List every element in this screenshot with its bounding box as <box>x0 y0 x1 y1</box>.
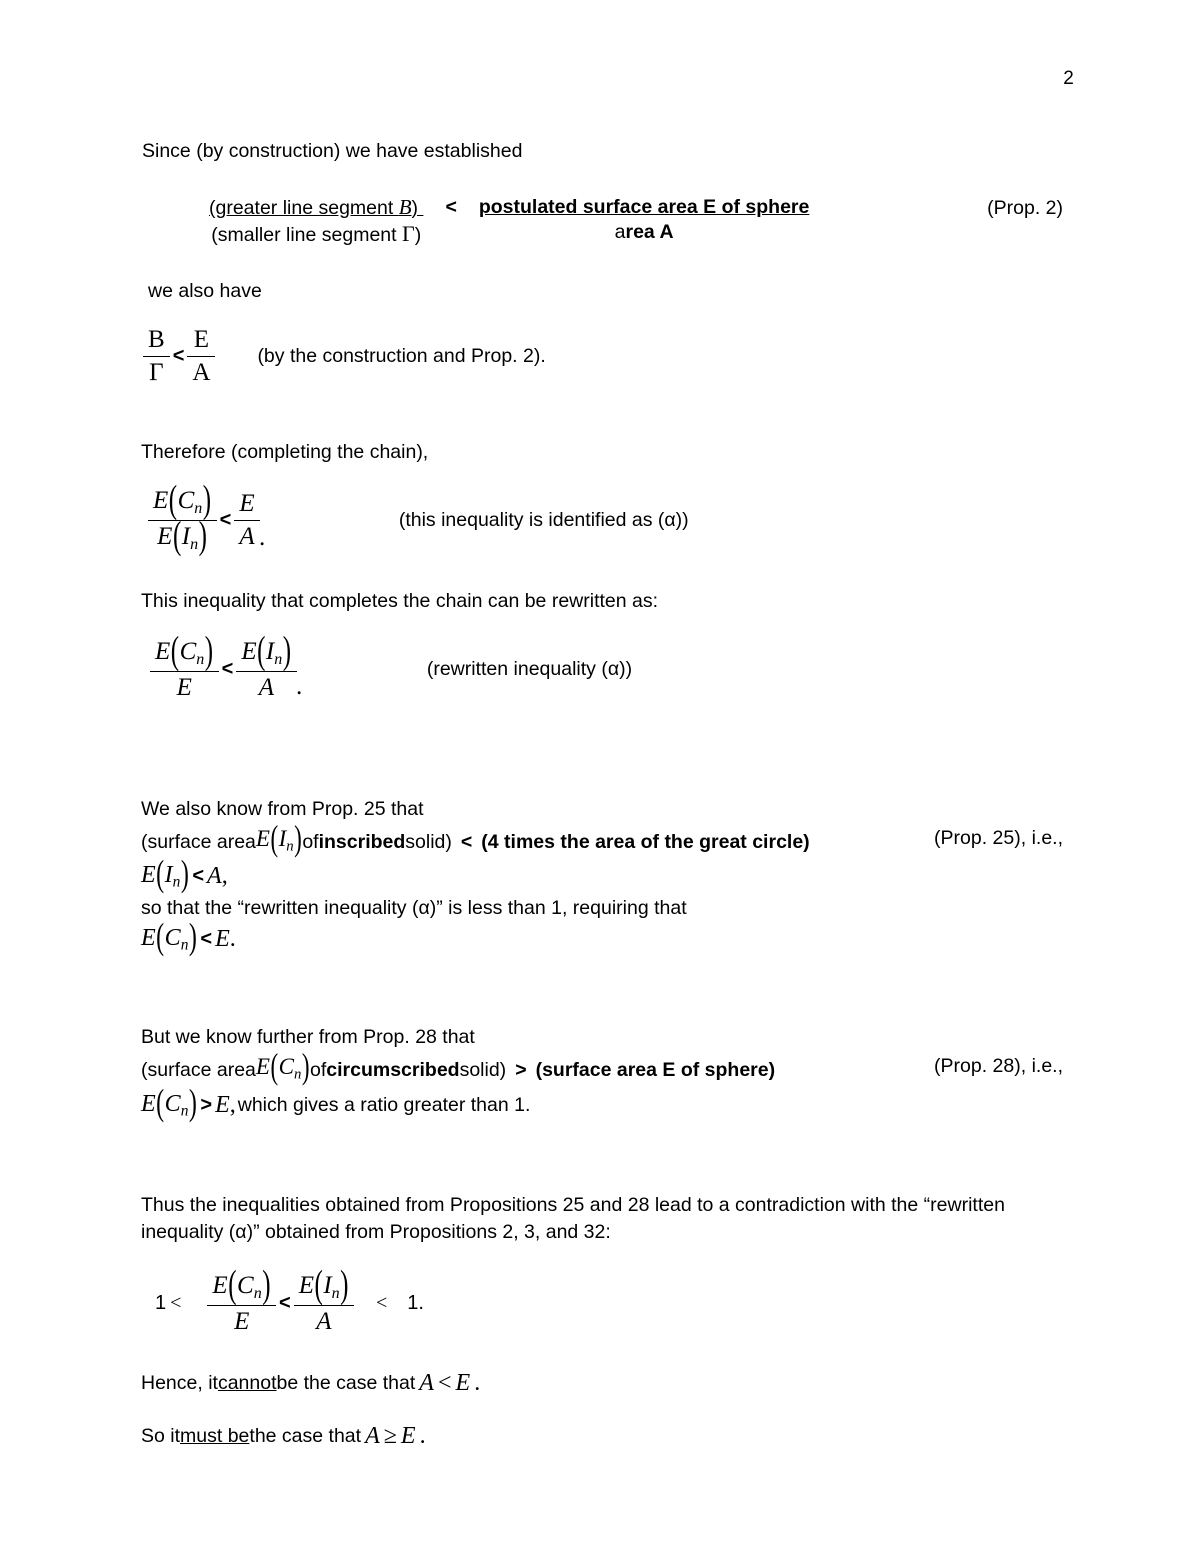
prop25-concl-sub: n <box>180 936 189 954</box>
prop2-left-num-suffix: ) <box>411 197 419 219</box>
chain-f1-denominator: E <box>207 1305 276 1337</box>
intro-line: Since (by construction) we have established <box>142 140 523 162</box>
rewritten-period: . <box>296 672 303 700</box>
rewritten-left-denominator: E <box>150 671 219 703</box>
prop25-part1: (surface area <box>141 830 256 853</box>
prop28-bold-clause: (surface area E of sphere) <box>535 1059 776 1082</box>
chain-fraction-2 <box>294 1264 354 1336</box>
rewritten-left-numerator: $E(C_n)$ <box>155 630 214 673</box>
rewritten-right-num-sub: n <box>274 651 283 669</box>
rewritten-relation: < <box>221 658 234 681</box>
prop25-concl-period: . <box>229 925 236 952</box>
prop25-concl-E: E <box>141 924 156 951</box>
must-pre: So it <box>141 1425 181 1448</box>
prop2-left-numerator <box>209 195 423 221</box>
hence-underlined: cannot <box>217 1372 277 1395</box>
must-post: the case that <box>249 1425 362 1448</box>
prop2-left-den-suffix: ) <box>414 224 422 246</box>
prop25-eq-A: A <box>207 863 222 890</box>
rewritten-equation <box>150 630 1071 702</box>
hence-line <box>141 1370 1071 1397</box>
bgamma-numerator: B <box>148 326 165 353</box>
rewritten-right-numerator: $E(I_n)$ <box>241 630 292 673</box>
prop25-eq-relation: < <box>192 865 205 888</box>
prop28-math-E: E <box>255 1054 270 1080</box>
alpha-fraction-left <box>148 479 217 557</box>
rewritten-left-num-sub: n <box>196 651 205 669</box>
must-underlined: must be <box>180 1425 250 1448</box>
prop28-eq-relation: > <box>200 1093 213 1116</box>
chain-f2-denominator: A <box>294 1305 354 1337</box>
prop28-eq-C: C <box>164 1090 181 1117</box>
prop2-left-denominator <box>209 221 423 248</box>
prop25-math-I: I <box>278 825 287 851</box>
prop25-math-E: E <box>255 825 270 851</box>
we-also-have-note: (by the construction and Prop. 2). <box>257 344 546 367</box>
prop25-bold-clause: (4 times the area of the great circle) <box>481 830 810 853</box>
hence-post: be the case that <box>276 1372 416 1395</box>
prop25-bold-word: inscribed <box>318 830 406 853</box>
prop25-eq-comma: , <box>221 863 228 890</box>
hence-math-relation: < <box>437 1370 452 1397</box>
prop28-part1: (surface area <box>141 1059 256 1082</box>
we-also-have-equation <box>143 325 1071 387</box>
chain-relation-2: < <box>279 1292 291 1315</box>
rewritten-fraction-left <box>150 630 219 702</box>
prop25-reference: (Prop. 25), i.e., <box>934 826 1063 849</box>
prop28-tail: which gives a ratio greater than 1. <box>237 1093 531 1116</box>
alpha-fraction-right <box>234 489 259 551</box>
chain-fraction-1 <box>207 1264 276 1336</box>
alpha-relation: < <box>219 508 232 531</box>
contradiction-chain <box>155 1264 1071 1336</box>
rewritten-note: (rewritten inequality (α)) <box>426 658 633 681</box>
prop28-eq-E: E <box>141 1090 156 1117</box>
prop25-concl-rhs: E <box>215 925 230 952</box>
prop28-eq-sub: n <box>180 1102 189 1120</box>
chain-f2-numerator: $E(I_n)$ <box>298 1264 349 1307</box>
prop2-left-fraction <box>209 195 423 248</box>
alpha-left-num-sub: n <box>194 499 203 517</box>
hence-pre: Hence, it <box>141 1372 218 1395</box>
rewritten-left-num-C: C <box>179 638 197 666</box>
hence-math-A: A <box>419 1370 434 1397</box>
prop25-math-sub: n <box>286 837 294 854</box>
prop28-eq-rhs: E <box>215 1091 230 1118</box>
alpha-left-num-E: E <box>153 487 169 514</box>
chain-f1-num-E: E <box>212 1272 228 1300</box>
chain-f1-numerator: $E(C_n)$ <box>212 1264 271 1307</box>
prop28-part3: solid) <box>459 1059 507 1082</box>
document-body <box>141 138 1071 1450</box>
prop25-concl-relation: < <box>200 927 213 950</box>
prop25-part2: of <box>302 830 319 853</box>
prop25-inline-equation: $E(I_n)$ < A , <box>141 854 228 895</box>
must-math-period: . <box>419 1423 426 1450</box>
rewritten-right-num-I: I <box>265 638 275 666</box>
prop28-math-C: C <box>278 1054 294 1080</box>
prop28-main-row <box>141 1047 1071 1088</box>
prop2-left-num-prefix: (greater line segment <box>209 197 399 219</box>
prop25-inline-math: $E(I_n)$ <box>255 818 302 858</box>
prop28-bold-word: circumscribed <box>326 1059 460 1082</box>
prop25-eq-sub: n <box>172 873 181 891</box>
prop2-left-den-prefix: (smaller line segment <box>211 224 402 246</box>
prop25-block <box>141 796 1071 958</box>
prop2-right-den-b: rea A <box>625 221 674 243</box>
chain-f2-num-I: I <box>323 1272 332 1300</box>
therefore-equation <box>148 479 1071 557</box>
prop28-relation: > <box>515 1059 527 1082</box>
alpha-left-num-C: C <box>177 487 195 514</box>
prop28-inline-equation: $E(C_n)$ > E , which gives a ratio greater than 1. <box>141 1083 531 1124</box>
prop25-conclusion-equation: $E(C_n)$ < E . <box>141 917 236 958</box>
rewritten-right-denominator: A <box>236 671 296 703</box>
alpha-left-den-sub: n <box>190 535 199 553</box>
we-also-have-relation: < <box>172 344 185 367</box>
prop25-part3: solid) <box>405 830 452 853</box>
prop2-left-den-symbol: Γ <box>401 221 415 246</box>
prop25-eq-I: I <box>164 861 173 888</box>
rewritten-left-num-E: E <box>155 638 171 666</box>
page-number: 2 <box>1063 68 1074 89</box>
prop2-reference: (Prop. 2) <box>987 197 1063 219</box>
chain-f1-num-sub: n <box>253 1284 262 1302</box>
ea-fraction <box>187 325 215 387</box>
must-math-E: E <box>400 1423 416 1450</box>
alpha-right-numerator: E <box>239 490 255 518</box>
prop2-right-den-a: a <box>614 221 626 243</box>
chain-f1-num-C: C <box>237 1272 254 1300</box>
contradiction-paragraph: Thus the inequalities obtained from Propositions 25 and 28 lead to a contradiction with the “rewritten inequality (α)” obtained from Propositions 2, 3, and 32: <box>141 1194 1005 1244</box>
chain-one-left: 1 <box>155 1292 167 1315</box>
alpha-left-den-I: I <box>181 522 191 550</box>
must-line <box>141 1423 1071 1450</box>
ea-denominator: A <box>187 356 215 388</box>
rewritten-fraction-right <box>236 630 296 702</box>
prop28-math-sub: n <box>293 1066 302 1083</box>
chain-f2-num-sub: n <box>331 1284 340 1302</box>
hence-math-period: . <box>474 1370 481 1397</box>
chain-relation-1: < <box>170 1292 182 1315</box>
prop28-reference: (Prop. 28), i.e., <box>934 1055 1063 1078</box>
prop28-eq-comma: , <box>229 1091 236 1118</box>
prop28-block <box>141 1024 1071 1124</box>
alpha-left-den-E: E <box>157 522 173 550</box>
prop2-right-denominator <box>479 220 810 245</box>
bgamma-denominator: Γ <box>143 356 170 388</box>
prop25-relation: < <box>460 830 473 853</box>
therefore-line: Therefore (completing the chain), <box>141 441 429 463</box>
ea-numerator: E <box>193 326 210 353</box>
prop25-follow: so that the “rewritten inequality (α)” is less than 1, requiring that <box>141 896 687 919</box>
alpha-left-denominator: $E(I_n)$ <box>148 520 217 555</box>
alpha-right-denominator: A <box>234 520 259 552</box>
chain-relation-3: < <box>375 1292 388 1315</box>
hence-math-E: E <box>455 1370 471 1397</box>
prop25-eq-E: E <box>141 861 156 888</box>
chain-one-right: 1. <box>407 1292 424 1315</box>
bgamma-fraction <box>143 325 170 387</box>
alpha-note: (this inequality is identified as (α)) <box>398 508 689 531</box>
prop25-lead: We also know from Prop. 25 that <box>141 797 424 820</box>
chain-f2-num-E: E <box>298 1272 314 1300</box>
prop28-inline-math: $E(C_n)$ <box>255 1047 310 1086</box>
must-math-relation: ≥ <box>383 1423 397 1450</box>
prop2-relation: < <box>445 196 457 218</box>
prop25-main-row <box>141 818 1071 860</box>
prop28-part2: of <box>310 1059 327 1082</box>
must-math-A: A <box>365 1423 380 1450</box>
alpha-left-numerator: $E(C_n)$ <box>153 479 212 522</box>
prop25-concl-C: C <box>164 924 181 951</box>
rewritten-right-num-E: E <box>241 638 257 666</box>
prop2-display-row <box>141 195 1071 248</box>
prop28-lead: But we know further from Prop. 28 that <box>141 1026 475 1049</box>
prop2-right-numerator: postulated surface area E of sphere <box>478 196 810 218</box>
rewritten-lead: This inequality that completes the chain can be rewritten as: <box>141 590 659 613</box>
prop2-left-num-symbol: B <box>398 195 412 219</box>
prop2-right-fraction <box>479 195 810 245</box>
we-also-have-line: we also have <box>148 280 262 302</box>
alpha-period: . <box>259 524 266 552</box>
